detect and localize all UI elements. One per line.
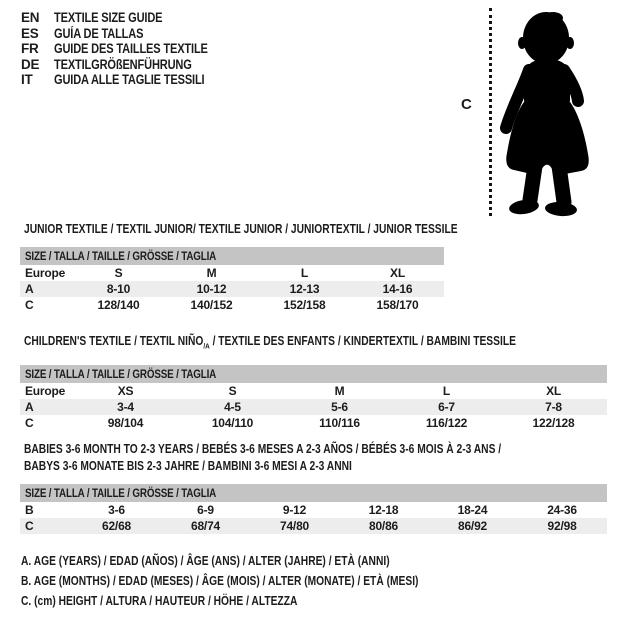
- size-cell: S: [114, 266, 123, 280]
- table-header-bar: [20, 247, 444, 265]
- size-cell: 12-13: [258, 281, 351, 297]
- table-header-text: SIZE / TALLA / TAILLE / GRÖSSE / TAGLIA: [25, 249, 217, 263]
- table-header-row: [20, 484, 607, 502]
- size-cell: 152/158: [283, 298, 326, 312]
- size-cell: XL: [546, 383, 561, 398]
- table-row-months: [20, 502, 607, 518]
- language-code: DE: [21, 56, 40, 72]
- row-label: A: [20, 399, 72, 415]
- table-header-bar: [20, 365, 607, 383]
- language-list: [21, 10, 242, 88]
- language-label: GUIDE DES TAILLES TEXTILE: [54, 41, 208, 57]
- table-header-row: [20, 247, 444, 265]
- table-row-europe: [20, 383, 607, 399]
- table-title-junior: [24, 222, 553, 236]
- size-cell: 6-7: [393, 399, 500, 415]
- size-cell: 74/80: [250, 518, 339, 534]
- size-cell: 110/116: [319, 415, 360, 430]
- size-cell: 9-12: [282, 503, 307, 517]
- height-dotted-line: [489, 8, 492, 216]
- size-cell: 4-5: [179, 399, 286, 415]
- size-cell: 24-36: [547, 503, 577, 517]
- table-title-line1: BABIES 3-6 MONTH TO 2-3 YEARS / BEBÉS 3-6 MESES A 2-3 AÑOS / BÉBÉS 3-6 MOIS À 2-3 ANS /: [24, 442, 502, 456]
- language-label: GUÍA DE TALLAS: [54, 25, 144, 41]
- language-code: EN: [21, 10, 40, 26]
- row-label: A: [20, 281, 72, 297]
- size-cell: XS: [117, 383, 134, 398]
- note-age-months: [21, 571, 506, 591]
- language-label: TEXTILGRÖßENFÜHRUNG: [54, 56, 192, 72]
- title-prefix: CHILDREN'S TEXTILE / TEXTIL NIÑO: [24, 334, 204, 348]
- title-subscript: /A: [203, 341, 210, 351]
- table-row-height: [20, 297, 444, 313]
- size-cell: 10-12: [165, 281, 258, 297]
- size-cell: 68/74: [161, 518, 250, 534]
- language-row-it: [21, 72, 242, 88]
- size-cell: 18-24: [457, 503, 488, 517]
- size-cell: 14-16: [351, 281, 444, 297]
- size-cell: 122/128: [532, 415, 575, 430]
- size-cell: 140/152: [190, 298, 233, 312]
- language-label: TEXTILE SIZE GUIDE: [54, 10, 163, 26]
- children-size-table: [20, 365, 607, 431]
- note-text: C. (cm) HEIGHT / ALTURA / HAUTEUR / HÖHE / ALTEZZA: [21, 594, 298, 608]
- table-title-line2: BABYS 3-6 MONATE BIS 2-3 JAHRE / BAMBINI 3-6 MESI A 2-3 ANNI: [24, 459, 352, 473]
- table-row-age: [20, 399, 607, 415]
- size-cell: 8-10: [72, 281, 165, 297]
- language-row-fr: [21, 41, 242, 57]
- size-cell: 7-8: [500, 399, 607, 415]
- row-label: C: [25, 415, 34, 430]
- row-label: Europe: [25, 266, 66, 280]
- language-row-es: [21, 26, 242, 42]
- size-cell: M: [334, 383, 345, 398]
- size-cell: L: [300, 266, 309, 280]
- size-cell: M: [206, 266, 217, 280]
- row-label: Europe: [25, 383, 66, 398]
- babies-size-table: [20, 484, 607, 534]
- babies-size-table-section: [20, 442, 607, 534]
- table-header-bar: [20, 484, 607, 502]
- size-cell: 104/110: [211, 415, 254, 430]
- language-row-en: [21, 10, 242, 26]
- table-header-row: [20, 365, 607, 383]
- junior-size-table-section: [20, 222, 553, 313]
- table-row-europe: [20, 265, 444, 281]
- size-cell: 5-6: [286, 399, 393, 415]
- size-cell: 80/86: [339, 518, 428, 534]
- size-cell: 6-9: [197, 503, 214, 517]
- height-measure-label: C: [461, 96, 472, 113]
- size-cell: 92/98: [517, 518, 607, 534]
- size-cell: S: [228, 383, 237, 398]
- note-age-years: [21, 551, 506, 571]
- table-row-height: [20, 415, 607, 431]
- language-label: GUIDA ALLE TAGLIE TESSILI: [54, 72, 205, 88]
- legend-notes: [21, 551, 506, 611]
- size-cell: 12-18: [368, 503, 399, 517]
- size-cell: 86/92: [428, 518, 517, 534]
- row-label: C: [20, 518, 72, 534]
- toddler-silhouette-icon: [498, 10, 594, 217]
- children-size-table-section: [20, 334, 620, 431]
- table-title-text: [24, 334, 516, 354]
- table-title-babies: [24, 442, 607, 473]
- note-text: A. AGE (YEARS) / EDAD (AÑOS) / ÂGE (ANS) / ALTER (JAHRE) / ETÀ (ANNI): [21, 554, 390, 568]
- size-cell: 62/68: [72, 518, 161, 534]
- row-label: C: [25, 298, 34, 312]
- size-cell: 98/104: [107, 415, 144, 430]
- size-cell: 116/122: [425, 415, 468, 430]
- note-height-cm: [21, 591, 506, 611]
- title-suffix: / TEXTILE DES ENFANTS / KINDERTEXTIL / BAMBINI TESSILE: [209, 334, 516, 348]
- size-cell: 3-4: [72, 399, 179, 415]
- row-label: B: [25, 503, 34, 517]
- table-header-text: SIZE / TALLA / TAILLE / GRÖSSE / TAGLIA: [25, 366, 217, 381]
- language-code: ES: [21, 25, 39, 41]
- language-row-de: [21, 57, 242, 73]
- size-cell: XL: [390, 266, 405, 280]
- table-title-children: [24, 334, 620, 354]
- table-row-age: [20, 281, 444, 297]
- table-header-text: SIZE / TALLA / TAILLE / GRÖSSE / TAGLIA: [25, 486, 217, 500]
- table-row-height: [20, 518, 607, 534]
- language-code: IT: [21, 72, 33, 88]
- size-cell: 158/170: [376, 298, 419, 312]
- table-title-text: JUNIOR TEXTILE / TEXTIL JUNIOR/ TEXTILE JUNIOR / JUNIORTEXTIL / JUNIOR TESSILE: [24, 222, 458, 236]
- size-cell: 3-6: [108, 503, 125, 517]
- size-cell: L: [442, 383, 451, 398]
- language-code: FR: [21, 41, 39, 57]
- size-cell: 128/140: [97, 298, 140, 312]
- junior-size-table: [20, 247, 444, 313]
- note-text: B. AGE (MONTHS) / EDAD (MESES) / ÂGE (MOIS) / ALTER (MONATE) / ETÀ (MESI): [21, 574, 419, 588]
